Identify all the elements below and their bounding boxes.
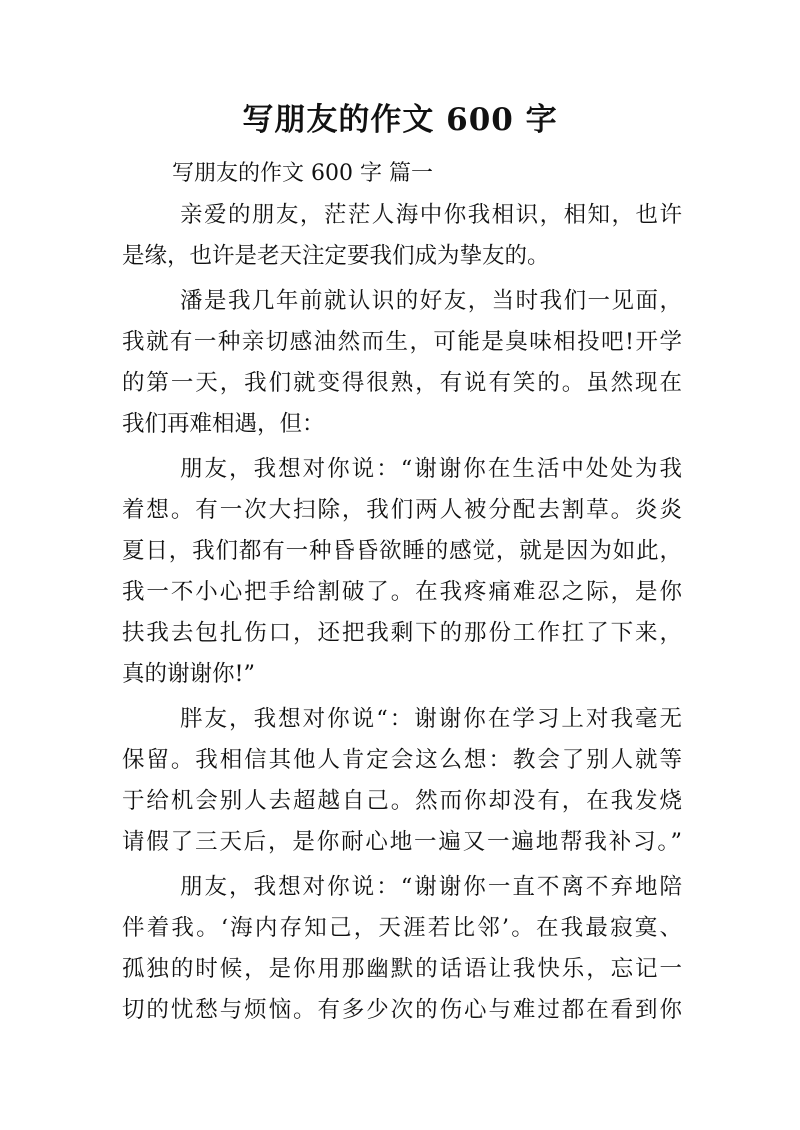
paragraph-line: 孤独的时候，是你用那幽默的话语让我快乐，忘记一 bbox=[122, 956, 682, 982]
paragraph-line: 我就有一种亲切感油然而生，可能是臭味相投吧!开学 bbox=[122, 329, 682, 355]
paragraph-line: 潘是我几年前就认识的好友，当时我们一见面， bbox=[180, 288, 682, 314]
paragraph-line: 亲爱的朋友，茫茫人海中你我相识，相知，也许 bbox=[180, 202, 682, 228]
paragraph-line: 真的谢谢你!” bbox=[122, 661, 256, 687]
section-heading: 写朋友的作文 600 字 篇一 bbox=[172, 161, 433, 186]
paragraph-line: 朋友，我想对你说：“谢谢你一直不离不弃地陪 bbox=[180, 874, 682, 900]
paragraph-line: 于给机会别人去超越自己。然而你却没有，在我发烧 bbox=[122, 788, 682, 814]
paragraph-line: 夏日，我们都有一种昏昏欲睡的感觉，就是因为如此， bbox=[122, 538, 682, 564]
paragraph-line: 朋友，我想对你说：“谢谢你在生活中处处为我 bbox=[180, 456, 682, 482]
paragraph-line: 的第一天，我们就变得很熟，有说有笑的。虽然现在 bbox=[122, 370, 682, 396]
paragraph-line: 切的忧愁与烦恼。有多少次的伤心与难过都在看到你 bbox=[122, 997, 682, 1023]
paragraph-line: 胖友，我想对你说“：谢谢你在学习上对我毫无 bbox=[180, 706, 682, 732]
paragraph-line: 我们再难相遇，但： bbox=[122, 411, 325, 437]
paragraph-line: 扶我去包扎伤口，还把我剩下的那份工作扛了下来， bbox=[122, 620, 682, 646]
paragraph-line: 请假了三天后，是你耐心地一遍又一遍地帮我补习。” bbox=[122, 829, 682, 855]
paragraph-line: 伴着我。‘海内存知己，天涯若比邻’。在我最寂寞、 bbox=[122, 915, 682, 941]
page-title: 写朋友的作文 600 字 bbox=[242, 102, 558, 138]
paragraph-line: 我一不小心把手给割破了。在我疼痛难忍之际，是你 bbox=[122, 579, 682, 605]
paragraph-line: 是缘，也许是老天注定要我们成为挚友的。 bbox=[122, 243, 550, 269]
paragraph-line: 着想。有一次大扫除，我们两人被分配去割草。炎炎 bbox=[122, 497, 682, 523]
paragraph-line: 保留。我相信其他人肯定会这么想：教会了别人就等 bbox=[122, 747, 682, 773]
